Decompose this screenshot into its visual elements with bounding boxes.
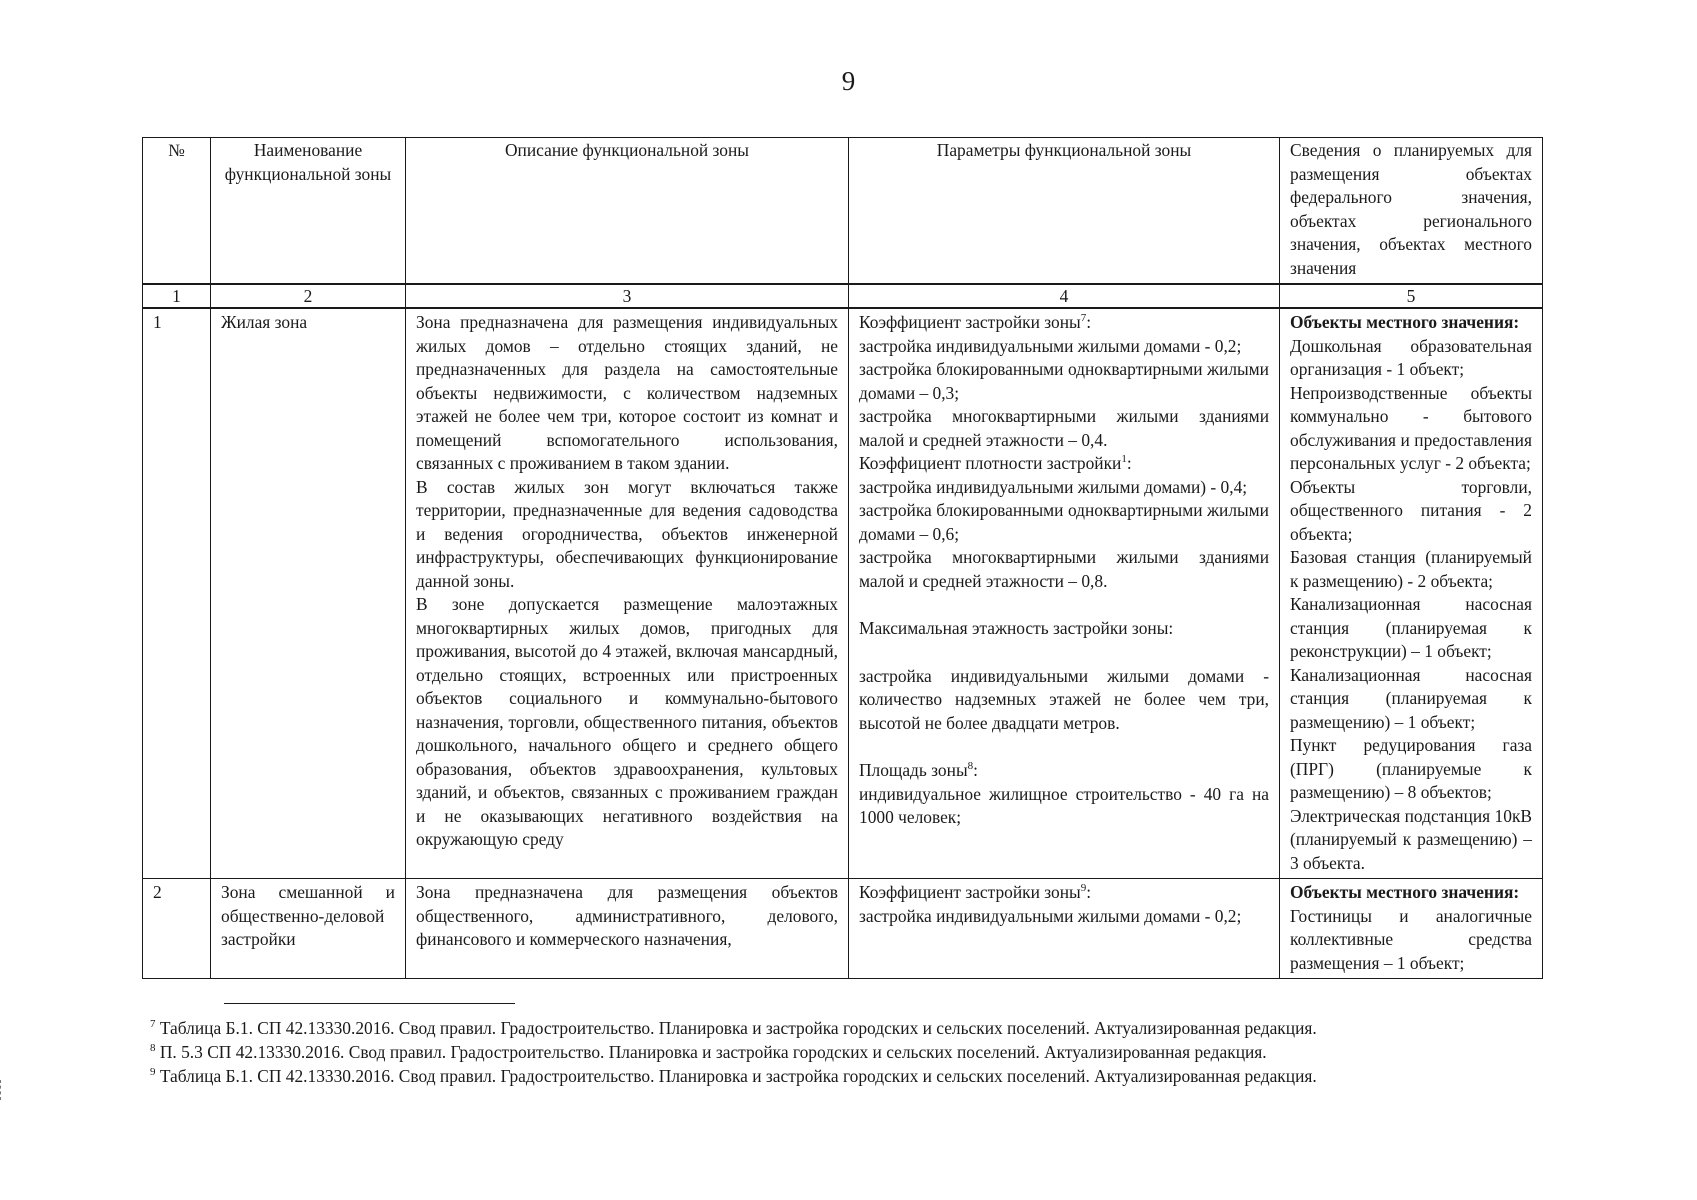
header-planned-objects: Сведения о планируемых для размещения объектах федерального значения, объектах регионального значения, объектах местного значения bbox=[1280, 138, 1543, 285]
footnote: $^8$ П. 5.3 СП 42.13330.2016. Свод правил. Градостроительство. Планировка и застройка городских и сельских поселений. Актуализированная редакция. bbox=[150, 1042, 1267, 1062]
column-number: 1 bbox=[143, 284, 211, 308]
object-item: Электрическая подстанция 10кВ (планируемый к размещению) – 3 объекта. bbox=[1290, 805, 1532, 873]
footnote-mark: 8 bbox=[150, 1042, 156, 1055]
object-item: Объекты торговли, общественного питания - 2 объекта; bbox=[1290, 476, 1532, 544]
object-item: Непроизводственные объекты коммунально - бытового обслуживания и предоставления персональных услуг - 2 объекта; bbox=[1290, 382, 1532, 473]
footnote-ref: 9 bbox=[1080, 882, 1087, 895]
header-zone-parameters: Параметры функциональной зоны bbox=[849, 138, 1280, 285]
description-paragraph: В состав жилых зон могут включаться также территории, предназначенные для ведения садоводства и ведения огородничества, объектов инженерной инфраструктуры, обеспечивающих функционирование данной зоны. bbox=[416, 476, 838, 591]
footnote-ref: 8 bbox=[967, 760, 974, 773]
footnotes bbox=[150, 1016, 1600, 1088]
column-number: 5 bbox=[1280, 284, 1543, 308]
footnote-separator bbox=[224, 1003, 515, 1004]
parameter-heading: Коэффициент застройки зоны$^7$: bbox=[859, 312, 1092, 332]
header-zone-description: Описание функциональной зоны bbox=[406, 138, 849, 285]
description-paragraph: В зоне допускается размещение малоэтажных многоквартирных жилых домов, пригодных для проживания, высотой до 4 этажей, включая мансардный, отдельно стоящих, встроенных или пристроенных объектов социального и коммунально-бытового назначения, торговли, общественного питания, объектов дошкольного, начального общего и среднего общего образования, объектов здравоохранения, культовых зданий, и объектов, связанных с проживанием граждан и не оказывающих негативного воздействия на окружающую среду bbox=[416, 594, 838, 849]
parameter-line: застройка блокированными одноквартирными жилыми домами – 0,3; bbox=[859, 359, 1269, 403]
table-row-residential-zone bbox=[143, 308, 1543, 879]
row-number: 1 bbox=[143, 308, 211, 879]
footnote-ref: 7 bbox=[1080, 312, 1087, 325]
footnote-mark: 9 bbox=[150, 1066, 156, 1079]
parameter-line: застройка блокированными одноквартирными жилыми домами – 0,6; bbox=[859, 500, 1269, 544]
object-item: Базовая станция (планируемый к размещению) - 2 объекта; bbox=[1290, 547, 1532, 591]
zone-description bbox=[406, 879, 849, 979]
column-number: 2 bbox=[211, 284, 406, 308]
footnote-mark: 7 bbox=[150, 1018, 156, 1031]
parameter-heading: Площадь зоны$^8$: bbox=[859, 760, 978, 780]
description-paragraph: Зона предназначена для размещения индивидуальных жилых домов – отдельно стоящих зданий, не предназначенных для раздела на самостоятельные объекты недвижимости, с количеством надземных этажей не более чем три, которое состоит из комнат и помещений вспомогательного использования, связанных с проживанием в таком здании. bbox=[416, 312, 838, 473]
parameter-heading: Коэффициент плотности застройки$^1$: bbox=[859, 453, 1132, 473]
object-item: Канализационная насосная станция (планируемая к размещению) – 1 объект; bbox=[1290, 664, 1532, 732]
description-paragraph: Зона предназначена для размещения объектов общественного, административного, делового, финансового и коммерческого назначения, bbox=[416, 882, 838, 949]
header-number: № bbox=[143, 138, 211, 285]
parameter-line: застройка индивидуальными жилыми домами) - 0,4; bbox=[859, 476, 1248, 497]
objects-heading: Объекты местного значения: bbox=[1290, 882, 1520, 902]
parameter-line: застройка многоквартирными жилыми зданиями малой и средней этажности – 0,8. bbox=[859, 547, 1269, 591]
column-number: 4 bbox=[849, 284, 1280, 308]
footnote-ref: 1 bbox=[1121, 453, 1127, 466]
table-header-row bbox=[143, 138, 1543, 285]
objects-heading: Объекты местного значения: bbox=[1290, 312, 1520, 332]
row-number: 2 bbox=[143, 879, 211, 979]
parameter-heading: Максимальная этажность застройки зоны: bbox=[859, 618, 1174, 638]
planned-objects bbox=[1280, 879, 1543, 979]
parameter-line: застройка индивидуальными жилыми домами - 0,2; bbox=[859, 905, 1242, 926]
parameter-line: застройка многоквартирными жилыми зданиями малой и средней этажности – 0,4. bbox=[859, 406, 1269, 450]
parameter-line: застройка индивидуальными жилыми домами - 0,2; bbox=[859, 335, 1242, 356]
column-number: 3 bbox=[406, 284, 849, 308]
column-numbers-row bbox=[143, 284, 1543, 308]
scan-edge-mark bbox=[0, 1080, 5, 1100]
zone-parameters bbox=[849, 308, 1280, 879]
footnote: $^7$ Таблица Б.1. СП 42.13330.2016. Свод правил. Градостроительство. Планировка и застройка городских и сельских поселений. Актуализированная редакция. bbox=[150, 1018, 1317, 1038]
zone-name: Жилая зона bbox=[211, 308, 406, 879]
planned-objects bbox=[1280, 308, 1543, 879]
functional-zones-table bbox=[142, 137, 1543, 979]
header-zone-name: Наименование функциональной зоны bbox=[211, 138, 406, 285]
page-number: 9 bbox=[841, 66, 856, 96]
object-item: Канализационная насосная станция (планируемая к реконструкции) – 1 объект; bbox=[1290, 594, 1532, 661]
parameter-line: индивидуальное жилищное строительство - 40 га на 1000 человек; bbox=[859, 783, 1269, 827]
parameter-heading: Коэффициент застройки зоны$^9$: bbox=[859, 882, 1092, 902]
zone-parameters bbox=[849, 879, 1280, 979]
table-row-mixed-business-zone bbox=[143, 879, 1543, 979]
object-item: Пункт редуцирования газа (ПРГ) (планируемые к размещению) – 8 объектов; bbox=[1290, 735, 1532, 802]
object-item: Гостиницы и аналогичные коллективные средства размещения – 1 объект; bbox=[1290, 905, 1532, 973]
zone-description bbox=[406, 308, 849, 879]
object-item: Дошкольная образовательная организация - 1 объект; bbox=[1290, 335, 1532, 379]
zone-name: Зона смешанной и общественно-деловой застройки bbox=[211, 879, 406, 979]
footnote: $^9$ Таблица Б.1. СП 42.13330.2016. Свод правил. Градостроительство. Планировка и застройка городских и сельских поселений. Актуализированная редакция. bbox=[150, 1066, 1317, 1086]
parameter-line: застройка индивидуальными жилыми домами - количество надземных этажей не более чем три, высотой не более двадцати метров. bbox=[859, 665, 1269, 733]
